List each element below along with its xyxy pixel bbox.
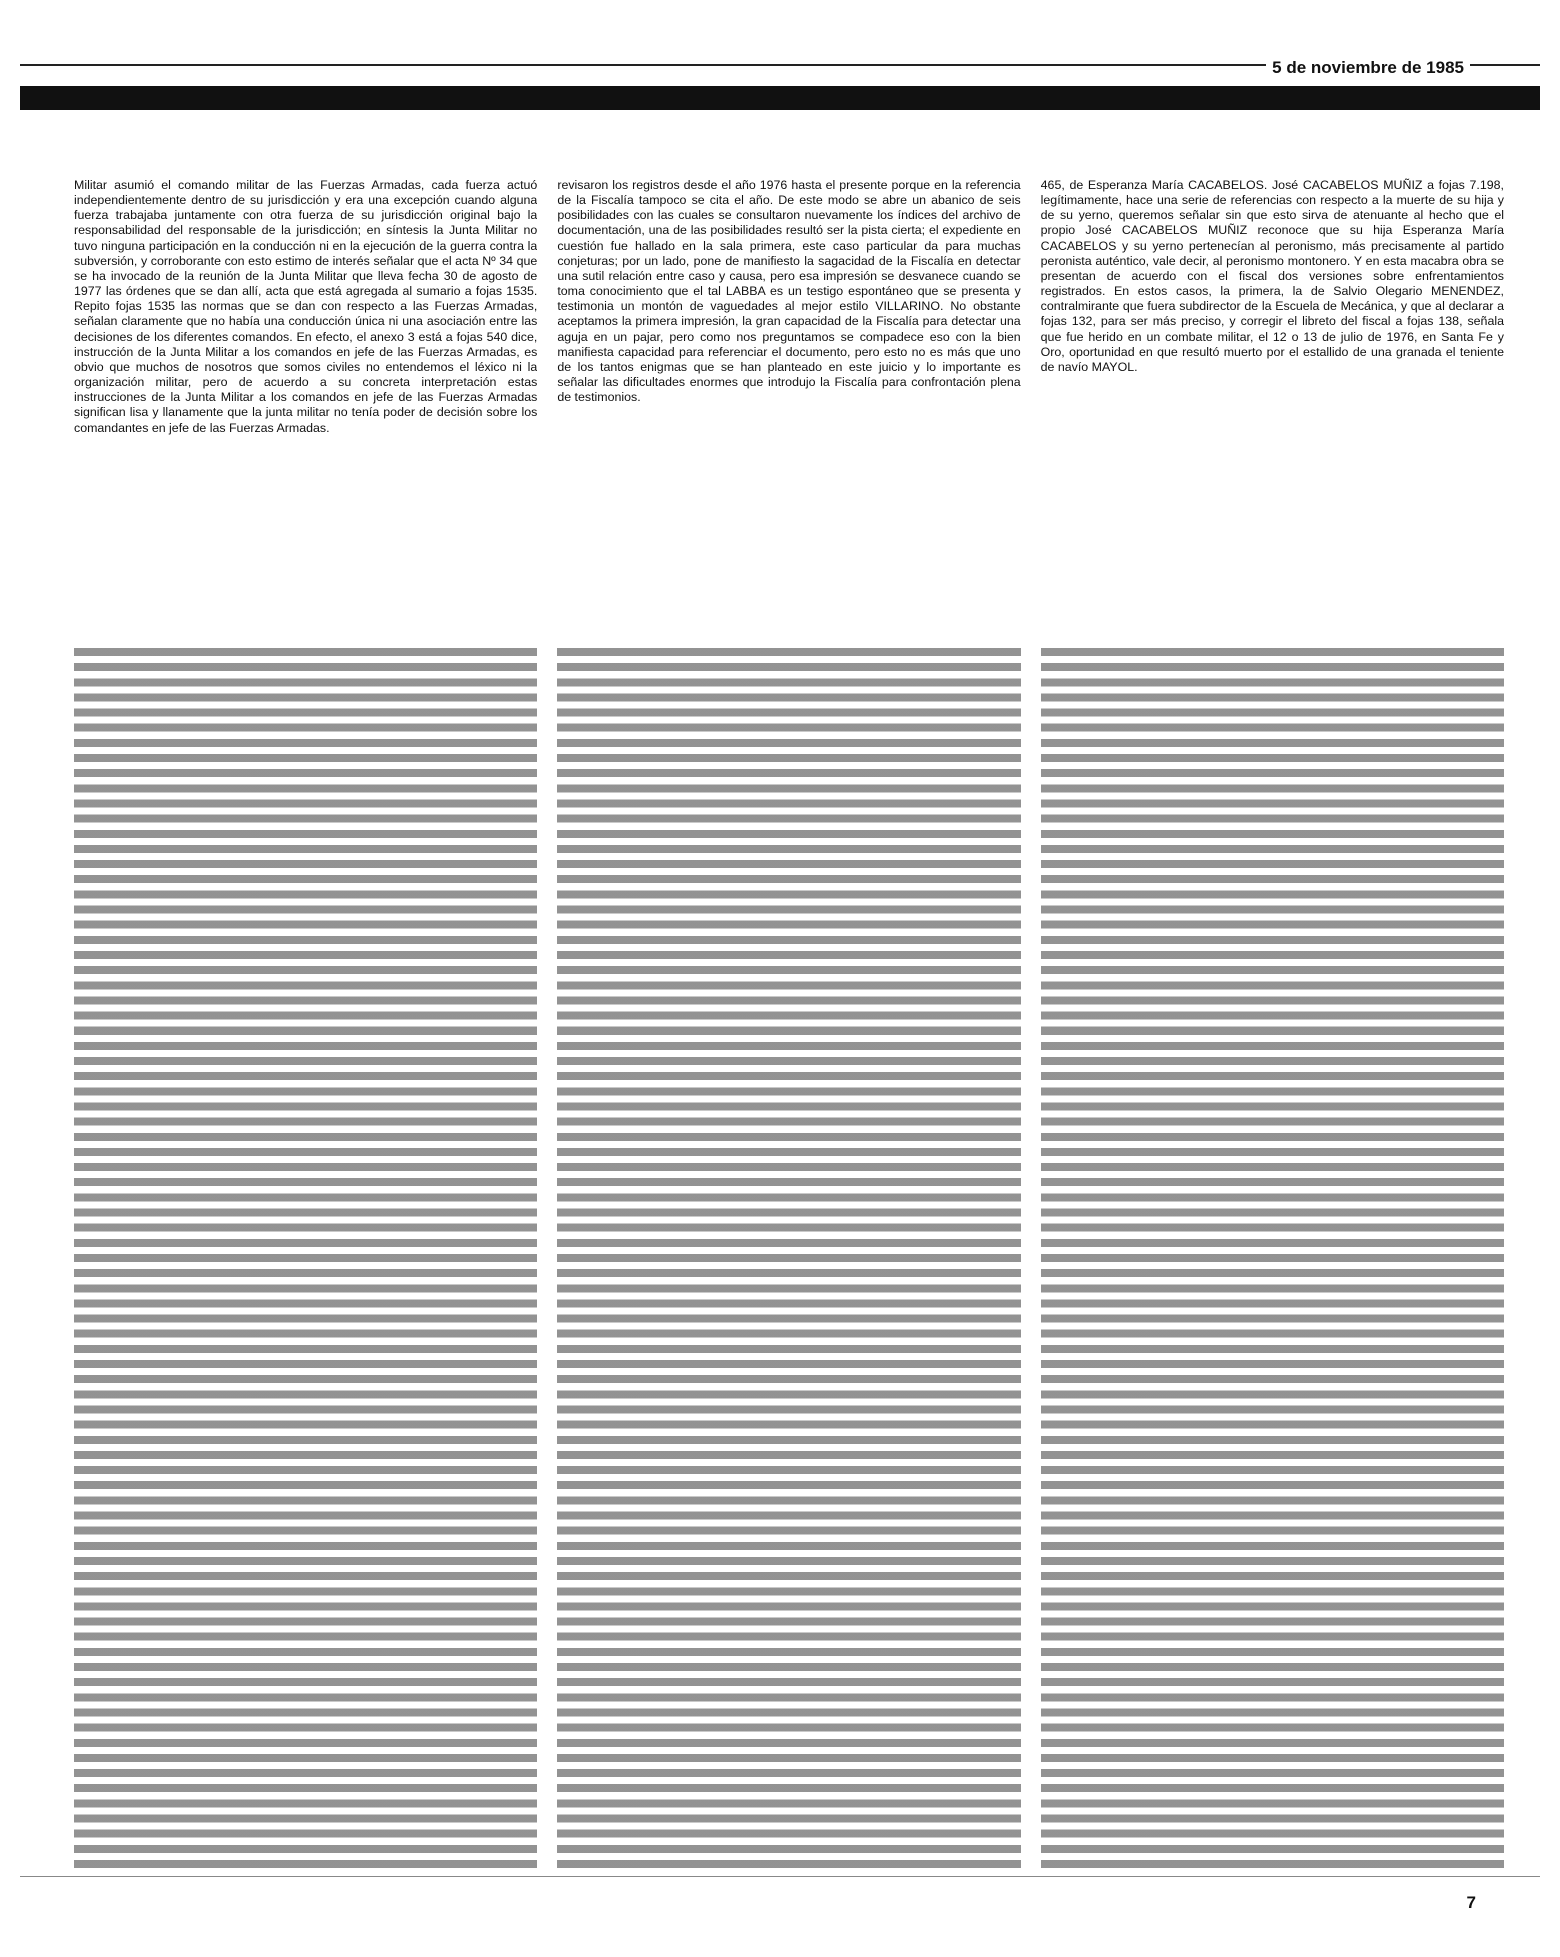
column-text-continuation bbox=[1041, 648, 1504, 1868]
article-column-3 bbox=[1041, 178, 1504, 1868]
column-text-continuation bbox=[557, 648, 1020, 1868]
article-body bbox=[74, 178, 1504, 1868]
article-column-1 bbox=[74, 178, 537, 1868]
footer-rule bbox=[20, 1876, 1540, 1877]
column-text: 465, de Esperanza María CACABELOS. José CACABELOS MUÑIZ a fojas 7.198, legítimamente, hace una serie de referencias con respecto a la muerte de su hija y de su yerno, queremos señalar sin que esto sirva de atenuante al hecho que el propio José CACABELOS MUÑIZ reconoce que su hija Esperanza María CACABELOS y su yerno pertenecían al peronismo, más precisamente al partido peronista auténtico, vale decir, al peronismo montonero. Y en esta macabra obra se presentan de acuerdo con el fiscal dos versiones sobre enfrentamientos registrados. En estos casos, la primera, la de Salvio Olegario MENENDEZ, contralmirante que fuera subdirector de la Escuela de Mecánica, y que al declarar a fojas 132, para ser más preciso, y corregir el libreto del fiscal a fojas 138, señala que fue herido en un combate militar, el 12 o 13 de julio de 1976, en Santa Fe y Oro, oportunidad en que resultó muerto por el estallido de una granada el teniente de navío MAYOL. bbox=[1040, 178, 1504, 374]
article-column-2 bbox=[557, 178, 1020, 1868]
header-banner bbox=[20, 86, 1540, 110]
page-number: 7 bbox=[1466, 1893, 1476, 1912]
column-text: revisaron los registros desde el año 1976 hasta el presente porque en la referencia de la Fiscalía tampoco se cita el año. De este modo se abre un abanico de seis posibilidades con las cuales se consultaron nuevamente los índices del archivo de documentación, una de las posibilidades resultó ser la pista cierta; el expediente en cuestión fue hallado en la sala primera, este caso particular da para muchas conjeturas; por un lado, pone de manifiesto la sagacidad de la Fiscalía en detectar una sutil relación entre caso y causa, pero esa impresión se desvanece cuando se toma conocimiento que el tal LABBA es un testigo espontáneo que se presenta y testimonia un montón de vaguedades al mejor estilo VILLARINO. No obstante aceptamos la primera impresión, la gran capacidad de la Fiscalía para detectar una aguja en un pajar, pero como nos preguntamos se compadece eso con la bien manifiesta capacidad para referenciar el documento, pero esto no es más que uno de los tantos enigmas que se han planteado en este juicio y lo importante es señalar las dificultades enormes que introdujo la Fiscalía para confrontación plena de testimonios. bbox=[557, 178, 1021, 405]
column-text-continuation bbox=[74, 648, 537, 1868]
column-text: Militar asumió el comando militar de las Fuerzas Armadas, cada fuerza actuó independientemente dentro de su jurisdicción y era una excepción cuando alguna fuerza trabajaba juntamente con otra fuerza de su jurisdicción original bajo la responsabilidad del responsable de la jurisdicción; en síntesis la Junta Militar no tuvo ninguna participación en la conducción ni en la ejecución de la guerra contra la subversión, y corroborante con esto estimo de interés señalar que el acta Nº 34 que se ha invocado de la reunión de la Junta Militar que lleva fecha 30 de agosto de 1977 las órdenes que se dan allí, acta que está agregada al sumario a fojas 1535. Repito fojas 1535 las normas que se dan con respecto a las Fuerzas Armadas, señalan claramente que no había una conducción única ni una asociación entre las decisiones de los diferentes comandos. En efecto, el anexo 3 está a fojas 540 dice, instrucción de la Junta Militar a los comandos en jefe de las Fuerzas Armadas, es obvio que muchos de nosotros que somos civiles no entendemos el léxico ni la organización militar, pero de acuerdo a su concreta interpretación estas instrucciones de la Junta Militar a los comandos en jefe de las Fuerzas Armadas significan lisa y llanamente que la junta militar no tenía poder de decisión sobre los comandantes en jefe de las Fuerzas Armadas. bbox=[74, 178, 538, 435]
issue-date: 5 de noviembre de 1985 bbox=[1266, 58, 1470, 78]
